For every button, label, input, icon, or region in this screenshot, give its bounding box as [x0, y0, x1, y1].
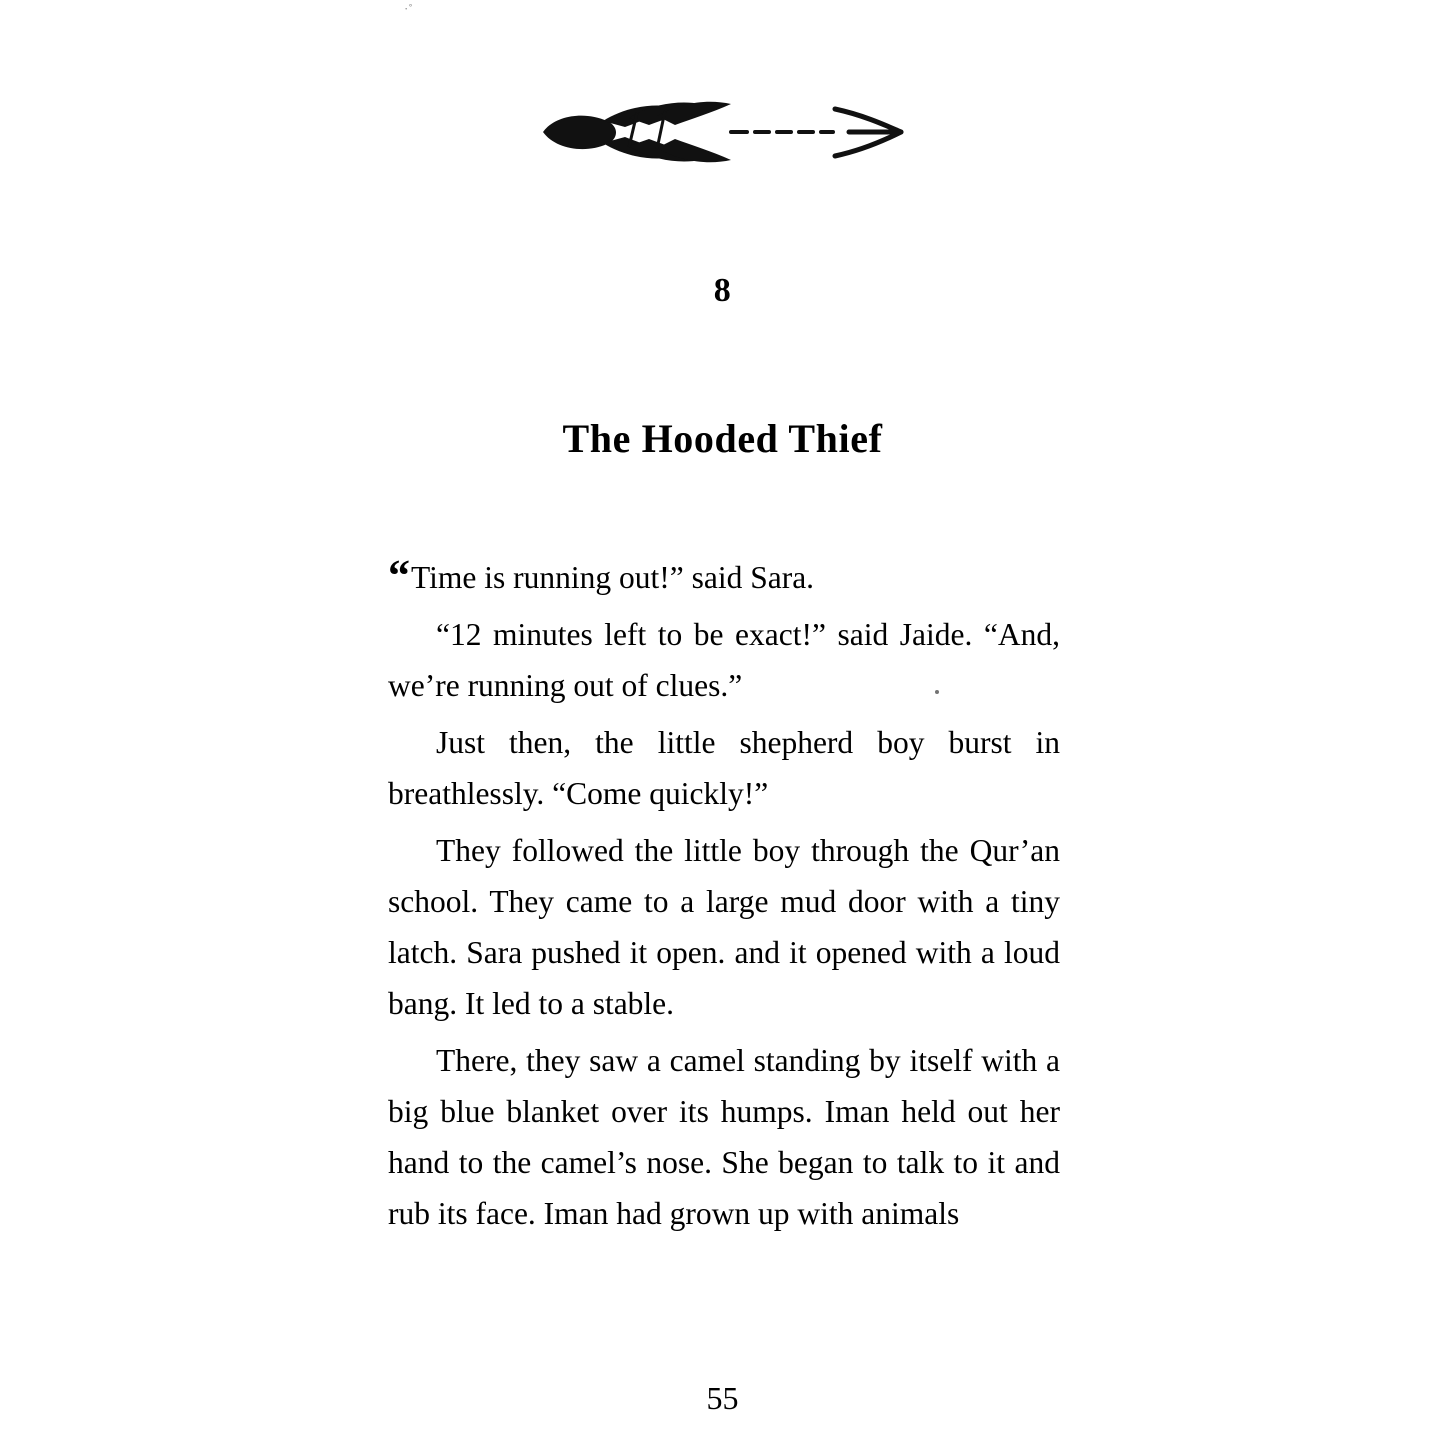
- paragraph-5: There, they saw a camel standing by itself with a big blue blanket over its humps. Iman held out her hand to the camel’s nose. She began to talk to it and rub its face. Iman had grown up with animals: [388, 1043, 1060, 1232]
- scan-artifact-dot: [935, 690, 939, 694]
- chapter-number: 8: [713, 272, 732, 309]
- feathered-arrow-ornament: [0, 85, 1445, 185]
- scan-artifact-mark: ·˚: [404, 1, 413, 16]
- chapter-title: The Hooded Thief: [562, 415, 883, 461]
- open-quote-glyph: “: [388, 551, 410, 600]
- paragraph-3: Just then, the little shepherd boy burst in breathlessly. “Come quickly!”: [388, 725, 1060, 812]
- paragraph-1: [388, 552, 1060, 603]
- body-text: [388, 552, 1060, 1245]
- paragraph-1-text: Time is running out!” said Sara.: [411, 560, 815, 595]
- paragraph-4: They followed the little boy through the Qur’an school. They came to a large mud door with a tiny latch. Sara pushed it open. and it opened with a loud bang. It led to a stable.: [388, 833, 1060, 1022]
- page-number: 55: [706, 1380, 739, 1416]
- paragraph-2: “12 minutes left to be exact!” said Jaide. “And, we’re running out of clues.”: [388, 617, 1060, 704]
